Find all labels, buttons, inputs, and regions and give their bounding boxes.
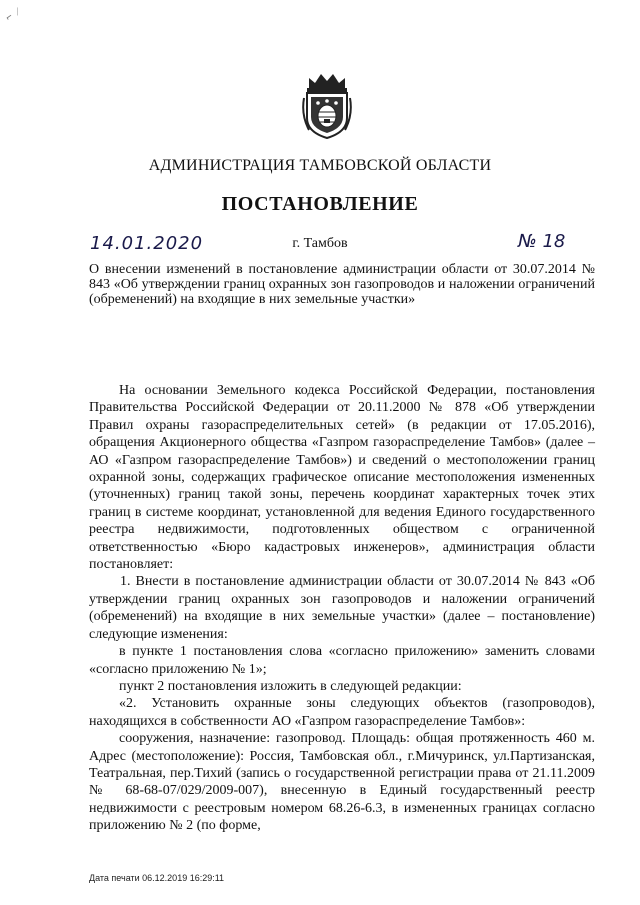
paragraph-basis: На основании Земельного кодекса Российской Федерации, постановления Правительства Российской Федерации от 20.11.2000 № 878 «Об утверждении Правил охраны газораспределительных сетей» (в редакции от 17.05.2016), обращения Акционерного общества «Газпром газораспределение Тамбов» (далее – АО «Газпром газораспределение Тамбов») и сведений о местоположении границ охранной зоны, содержащих графическое описание местоположения измененных (уточненных) границ такой зоны, перечень координат характерных точек этих границ в системе координат, установленной для ведения Единого государственного реестра недвижимости, подготовленных обществом с ограниченной ответственностью «Бюро кадастровых инженеров», администрация области постановляет:: [89, 383, 595, 573]
paragraph-point-1-change: в пункте 1 постановления слова «согласно приложению» заменить словами «согласно приложению № 1»;: [89, 644, 595, 677]
paragraph-point-2-intro: пункт 2 постановления изложить в следующей редакции:: [119, 678, 462, 694]
paragraph-point-1: 1. Внести в постановление администрации области от 30.07.2014 № 843 «Об утверждении границ охранных зон газопроводов и наложении ограничений (обременений) на входящие в них земельные участки» (далее – постановление) следующие изменения:: [89, 574, 595, 642]
document-type-heading: ПОСТАНОВЛЕНИЕ: [221, 193, 419, 215]
print-date-footer: Дата печати 06.12.2019 16:29:11: [89, 873, 225, 883]
organization-title: АДМИНИСТРАЦИЯ ТАМБОВСКОЙ ОБЛАСТИ: [148, 157, 492, 174]
document-subject: О внесении изменений в постановление администрации области от 30.07.2014 № 843 «Об утверждении границ охранных зон газопроводов и наложении ограничений (обременений) на входящие в них земельные участки»: [89, 262, 595, 307]
document-body: [89, 382, 595, 835]
document-date: 14.01.2020: [90, 233, 204, 254]
document-number: № 18: [518, 231, 566, 252]
paragraph-object-description: сооружения, назначение: газопровод. Площадь: общая протяженность 460 м. Адрес (местоположение): Россия, Тамбовская обл., г.Мичуринск, ул.Партизанская, Театральная, пер.Тихий (запись о государственной регистрации права от 21.11.2009 № 68-68-07/029/2009-007), внесенную в Единый государственный реестр недвижимости с реестровым номером 68.26-6.3, в измененных границах согласно приложению № 2 (по форме,: [89, 731, 595, 834]
document-city: г. Тамбов: [292, 236, 348, 251]
paragraph-point-2-text: «2. Установить охранные зоны следующих объектов (газопроводов), находящихся в собственности АО «Газпром газораспределение Тамбов»:: [89, 696, 595, 729]
scan-corner-mark: ⌐ ⁄: [4, 7, 22, 24]
coat-of-arms-icon: [301, 70, 353, 140]
